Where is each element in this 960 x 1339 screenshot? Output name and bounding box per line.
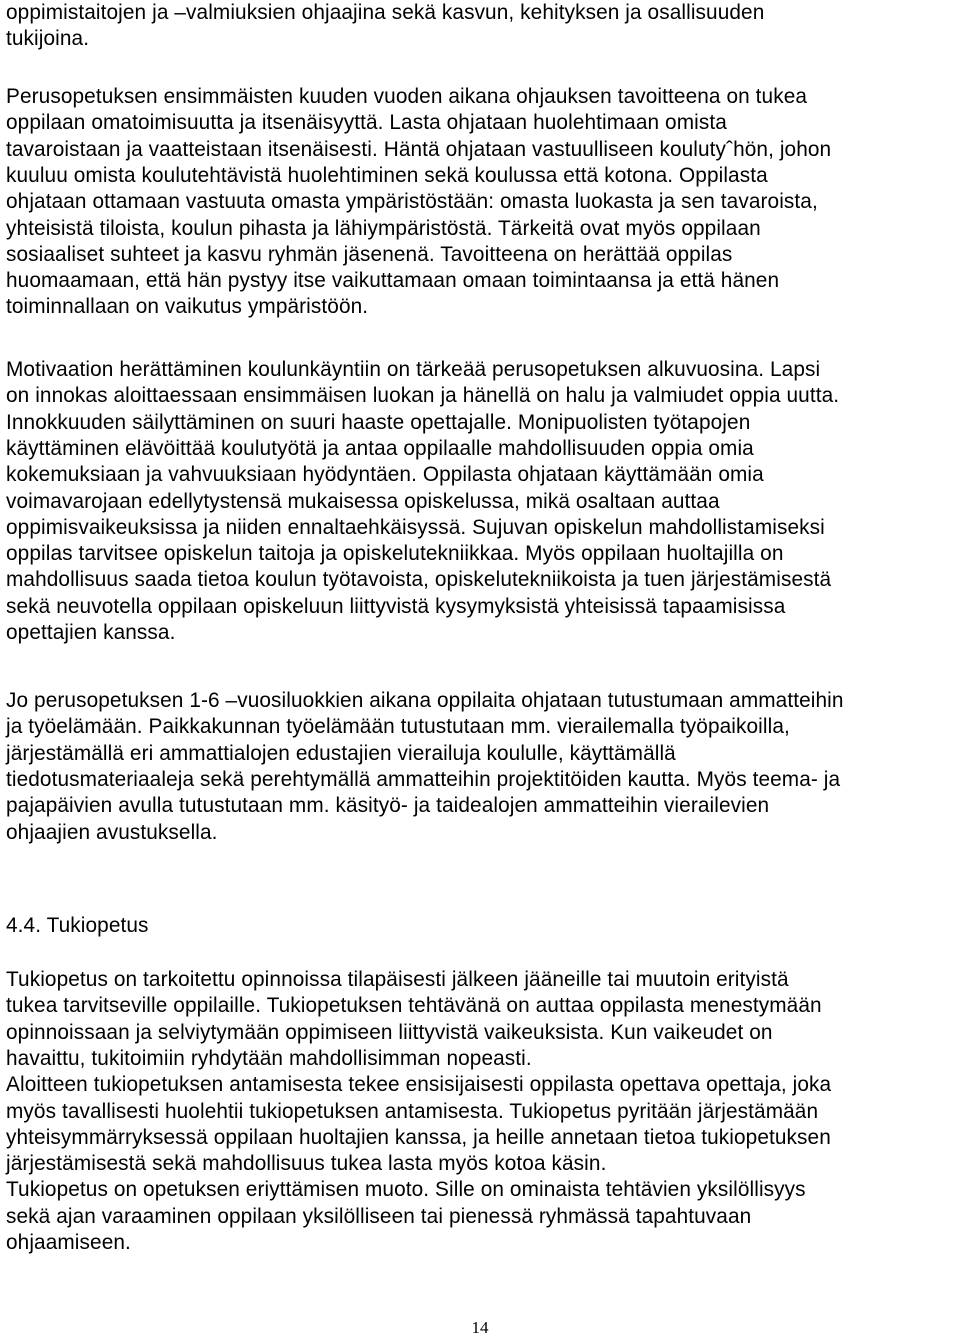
text-line: kuuluu omista koulutehtävistä huolehtiminen sekä koulussa että kotona. Oppilasta <box>6 163 768 187</box>
text-line: havaittu, tukitoimiin ryhdytään mahdollisimman nopeasti. <box>6 1046 532 1070</box>
text-line: ohjaajien avustuksella. <box>6 820 218 844</box>
text-line: tiedotusmateriaaleja sekä perehtymällä ammatteihin projektitöiden kautta. Myös teema- ja <box>6 767 841 791</box>
text-line: Tukiopetus on tarkoitettu opinnoissa tilapäisesti jälkeen jääneille tai muutoin erityistä <box>6 968 789 991</box>
text-line: käyttäminen elävöittää koulutyötä ja antaa oppilaalle mahdollisuuden oppia omia <box>6 436 754 460</box>
text-line: toiminnallaan on vaikutus ympäristöön. <box>6 295 369 319</box>
text-line: yhteisistä tiloista, koulun pihasta ja lähiympäristöstä. Tärkeitä ovat myös oppilaan <box>6 216 761 240</box>
text-line: kokemuksiaan ja vahvuuksiaan hyödyntäen. Oppilasta ohjataan käyttämään omia <box>6 463 764 487</box>
text-line: Motivaation herättäminen koulunkäyntiin on tärkeää perusopetuksen alkuvuosina. Lapsi <box>6 358 821 381</box>
text-line: järjestämisestä sekä mahdollisuus tukea lasta myös kotoa käsin. <box>6 1152 607 1176</box>
text-line: oppilaan omatoimisuutta ja itsenäisyyttä. Lasta ohjataan huolehtimaan omista <box>6 111 727 135</box>
text-line: Innokkuuden säilyttäminen on suuri haaste opettajalle. Monipuolisten työtapojen <box>6 410 751 434</box>
text-line: ohjaamiseen. <box>6 1231 131 1254</box>
text-line: Tukiopetus on opetuksen eriyttämisen muoto. Sille on ominaista tehtävien yksilöllisyys <box>6 1178 806 1202</box>
text-line: sosiaaliset suhteet ja kasvu ryhmän jäsenenä. Tavoitteena on herättää oppilas <box>6 242 733 266</box>
text-line: on innokas aloittaessaan ensimmäisen luokan ja hänellä on halu ja valmiudet oppia uutta. <box>6 384 840 408</box>
text-line: Perusopetuksen ensimmäisten kuuden vuoden aikana ohjauksen tavoitteena on tukea <box>6 85 808 108</box>
text-line: voimavarojaan edellytystensä mukaisessa opiskelussa, mikä osaltaan auttaa <box>6 489 720 513</box>
text-line: huomaamaan, että hän pystyy itse vaikuttamaan omaan toimintaansa ja että hänen <box>6 269 780 293</box>
text-line: pajapäivien avulla tutustutaan mm. käsityö- ja taidealojen ammatteihin vierailevien <box>6 794 770 818</box>
text-line: ohjataan ottamaan vastuuta omasta ympäristöstään: omasta luokasta ja sen tavaroista, <box>6 190 818 214</box>
page-number: 14 <box>471 1318 489 1337</box>
text-line: sekä neuvotella oppilaan opiskeluun liittyvistä kysymyksistä yhteisissä tapaamisissa <box>6 594 786 618</box>
text-line: sekä ajan varaaminen oppilaan yksilölliseen tai pienessä ryhmässä tapahtuvaan <box>6 1204 752 1228</box>
text-line: opettajien kanssa. <box>6 621 176 644</box>
text-line: Jo perusopetuksen 1-6 –vuosiluokkien aikana oppilaita ohjataan tutustumaan ammatteihin <box>6 689 844 712</box>
text-line: oppimistaitojen ja –valmiuksien ohjaajina sekä kasvun, kehityksen ja osallisuuden <box>6 1 765 24</box>
text-line: yhteisymmärryksessä oppilaan huoltajien kanssa, ja heille annetaan tietoa tukiopetuksen <box>6 1125 831 1149</box>
text-line: tavaroistaan ja vaatteistaan itsenäisesti. Häntä ohjataan vastuulliseen koulutyˆhön, johon <box>6 137 832 161</box>
text-line: järjestämällä eri ammattialojen edustajien vierailuja koululle, käyttämällä <box>6 741 676 765</box>
text-line: oppimisvaikeuksissa ja niiden ennaltaehkäisyssä. Sujuvan opiskelun mahdollistamiseksi <box>6 515 825 539</box>
text-line: myös tavallisesti huolehtii tukiopetuksen antamisesta. Tukiopetus pyritään järjestämään <box>6 1099 819 1123</box>
text-line: Aloitteen tukiopetuksen antamisesta tekee ensisijaisesti oppilasta opettava opettaja, joka <box>6 1073 832 1097</box>
text-line: tukea tarvitseville oppilaille. Tukiopetuksen tehtävänä on auttaa oppilasta menestymään <box>6 994 822 1018</box>
text-line: ja työelämään. Paikkakunnan työelämään tutustutaan mm. vierailemalla työpaikoilla, <box>6 715 790 739</box>
section-heading: 4.4. Tukiopetus <box>6 914 149 937</box>
text-line: tukijoina. <box>6 27 90 51</box>
text-line: opinnoissaan ja selviytymään oppimiseen liittyvistä vaikeuksista. Kun vaikeudet on <box>6 1020 773 1044</box>
text-line: mahdollisuus saada tietoa koulun työtavoista, opiskelutekniikoista ja tuen järjestämisestä <box>6 568 832 592</box>
text-line: oppilas tarvitsee opiskelun taitoja ja opiskelutekniikkaa. Myös oppilaan huoltajilla on <box>6 542 784 566</box>
